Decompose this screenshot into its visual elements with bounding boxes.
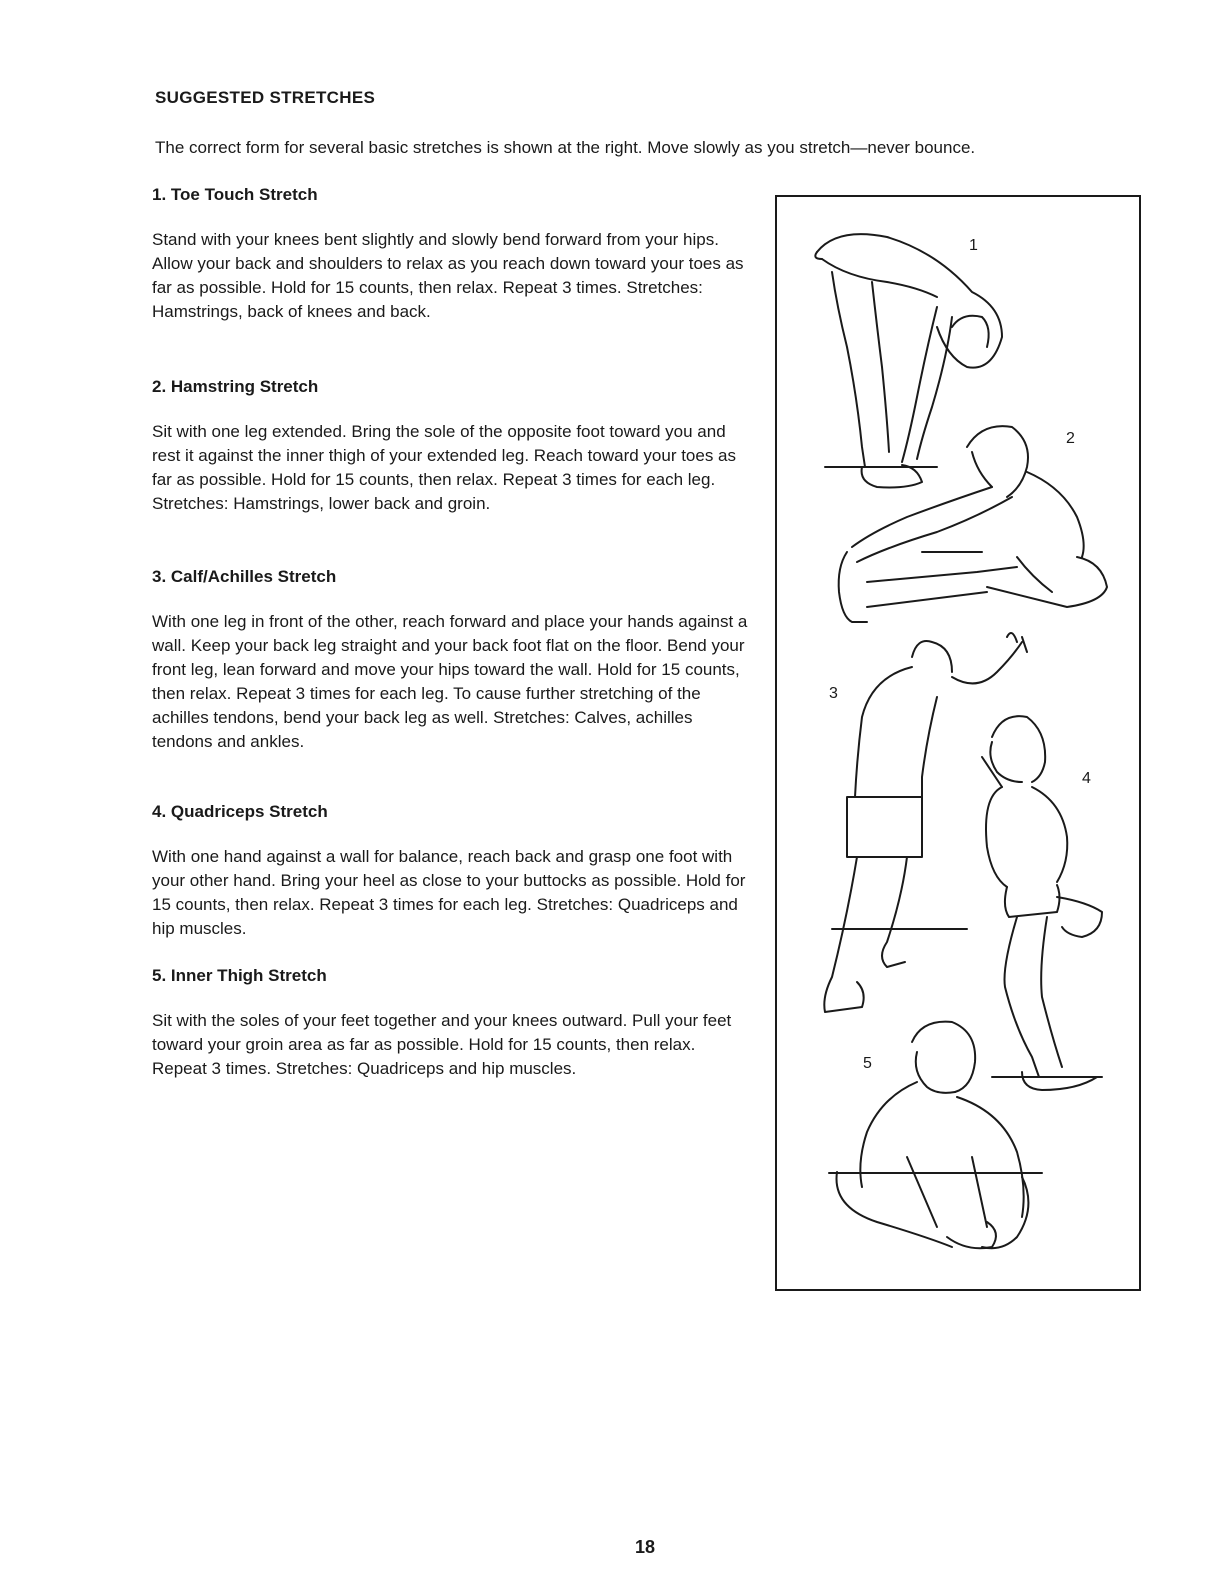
stretch-section-hamstring	[152, 376, 752, 516]
stretch-body: Stand with your knees bent slightly and slowly bend forward from your hips. Allow your back and shoulders to relax as you reach down toward your toes as far as possible. Hold for 15 counts, then relax. Repeat 3 times. Stretches: Hamstrings, back of knees and back.	[152, 230, 744, 321]
stretch-body: Sit with the soles of your feet together and your knees outward. Pull your feet toward your groin area as far as possible. Hold for 15 counts, then relax. Repeat 3 times. Stretches: Quadriceps and hip muscles.	[152, 1011, 732, 1078]
page-number: 18	[634, 1537, 656, 1557]
figure-label-3: 3	[829, 685, 838, 702]
intro-text: The correct form for several basic stretches is shown at the right. Move slowly as you stretch—never bounce.	[155, 138, 976, 157]
figure-label-4: 4	[1082, 770, 1091, 787]
stretch-body: With one leg in front of the other, reach forward and place your hands against a wall. Keep your back leg straight and your back foot flat on the floor. Bend your front leg, lean forward and move your hips toward the wall. Hold for 15 counts, then relax. Repeat 3 times for each leg. To cause further stretching of the achilles tendons, bend your back leg as well. Stretches: Calves, achilles tendons and ankles.	[152, 612, 748, 751]
stretch-title: 4. Quadriceps Stretch	[152, 802, 328, 821]
figure-inner-thigh-illustration	[829, 1022, 1042, 1249]
figure-calf-achilles-illustration	[824, 633, 1027, 1012]
stretch-section-quadriceps	[152, 801, 752, 941]
stretch-title: 2. Hamstring Stretch	[152, 377, 319, 396]
figure-hamstring-illustration	[839, 426, 1107, 622]
stretch-title: 1. Toe Touch Stretch	[152, 185, 318, 204]
figure-toe-touch-illustration	[815, 234, 1002, 487]
stretch-illustrations-panel	[775, 195, 1141, 1291]
page-heading: SUGGESTED STRETCHES	[155, 88, 376, 107]
stretch-body: With one hand against a wall for balance, reach back and grasp one foot with your other hand. Bring your heel as close to your buttocks as possible. Hold for 15 counts, then relax. Repeat 3 times for each leg. Stretches: Quadriceps and hip muscles.	[152, 847, 746, 938]
stretch-section-calf-achilles	[152, 566, 752, 754]
figure-label-2: 2	[1066, 430, 1075, 447]
stretch-title: 5. Inner Thigh Stretch	[152, 966, 327, 985]
figure-label-1: 1	[969, 237, 978, 254]
stretch-title: 3. Calf/Achilles Stretch	[152, 567, 337, 586]
stretch-body: Sit with one leg extended. Bring the sole of the opposite foot toward you and rest it against the inner thigh of your extended leg. Reach toward your toes as far as possible. Hold for 15 counts, then relax. Repeat 3 times for each leg. Stretches: Hamstrings, lower back and groin.	[152, 422, 737, 513]
stretch-section-inner-thigh	[152, 965, 752, 1081]
figure-label-5: 5	[863, 1055, 872, 1072]
stretch-section-toe-touch	[152, 184, 752, 324]
